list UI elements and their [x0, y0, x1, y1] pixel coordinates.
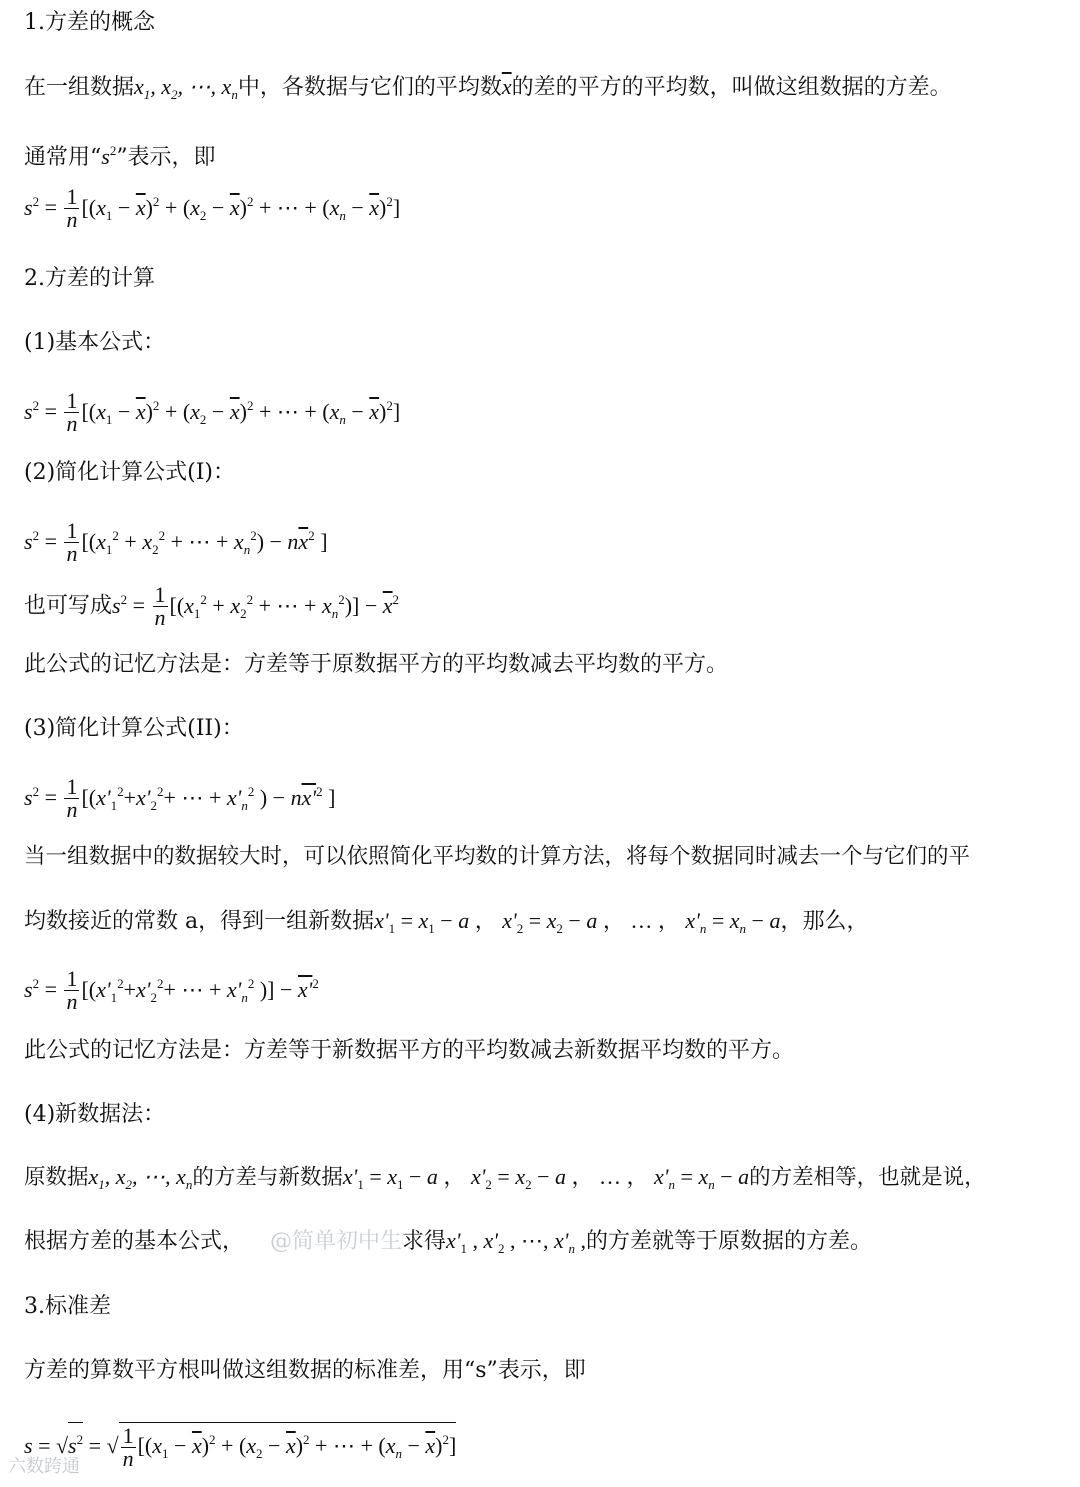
watermark-inline: @简单初中生 — [270, 1229, 403, 1254]
section3-definition: 方差的算数平方根叫做这组数据的标准差，用“s”表示，即 — [24, 1358, 586, 1383]
variance-formula-3: $s^2$ = $\frac{1}{n}$ [($x_1^2 + x_2^2$ + ⋯ + $x_n^2) - n\overline{x}^2$ ] — [24, 518, 328, 566]
variance-formula-4: 也可写成$s^2$ = $\frac{1}{n}$ [($x_1^2 + x_2^2$ + ⋯ + $x_n^2)] - \overline{x}^2$ — [24, 582, 400, 630]
large-data-text-2: 均数接近的常数 a，得到一组新数据$x'_1 = x_1 - a$ ， $x'_2 = x_2 - a$ ， … ， $x'_n = x_n - a$，那么， — [24, 908, 869, 936]
corner-watermark: 六数跨通 — [8, 1456, 80, 1477]
simplified-formula-1-label: (2)简化计算公式(I)： — [24, 460, 236, 485]
variance-formula-2: $s^2$ = $\frac{1}{n}$ [$(x_1 - \overline{x})^2 + (x_2 - \overline{x})^2$ + ⋯ + $(x_n - \overline{x})^2$] — [24, 388, 401, 436]
basic-formula-label: (1)基本公式： — [24, 330, 166, 355]
memory-tip-2: 此公式的记忆方法是：方差等于新数据平方的平均数减去新数据平均数的平方。 — [24, 1038, 795, 1063]
new-data-text-1: 原数据$x_1$, $x_2$, ⋯, $x_n$的方差与新数据$x'_1 = x_1 - a$ ， $x'_2 = x_2 - a$ ， … ， $x'_n = x_n - a$的方差相等，也就是说， — [24, 1164, 986, 1192]
large-data-text-1: 当一组数据中的数据较大时，可以依照简化平均数的计算方法，将每个数据同时减去一个与它们的平 — [24, 844, 971, 869]
section3-heading: 3.标准差 — [24, 1294, 111, 1319]
simplified-formula-2-label: (3)简化计算公式(II)： — [24, 716, 244, 741]
memory-tip-1: 此公式的记忆方法是：方差等于原数据平方的平均数减去平均数的平方。 — [24, 652, 729, 677]
section1-heading: 1.方差的概念 — [24, 10, 155, 35]
new-data-method-label: (4)新数据法： — [24, 1102, 166, 1127]
section2-heading: 2.方差的计算 — [24, 266, 155, 291]
variance-formula-5: $s^2$ = $\frac{1}{n}$ [($x'_1^2+x'_2^2+$ ⋯ + $x'_n^2$ ) − $nx'^2$ ] — [24, 774, 336, 822]
section1-definition: 在一组数据$x_1$, $x_2$, ⋯, $x_n$中，各数据与它们的平均数$\overline{x}$的差的平方的平均数，叫做这组数据的方差。 — [24, 74, 952, 102]
variance-formula-6: $s^2$ = $\frac{1}{n}$ [($x'_1^2+x'_2^2+$ ⋯ + $x'_n^2$ )] − $x'^2$ — [24, 966, 319, 1014]
std-dev-formula: $s = √s^2$ = √ $\frac{1}{n}$ [$(x_1 - \overline{x})^2 + (x_2 - \overline{x})^2$ + ⋯ + $(x_n - \overline{x})^2$] — [24, 1423, 457, 1472]
new-data-text-2: 根据方差的基本公式， @简单初中生求得$x'_1$ , $x'_2$ , ⋯, $x'_n$ ,的方差就等于原数据的方差。 — [24, 1228, 873, 1256]
variance-formula-1: $s^2$ = $\frac{1}{n}$ [$(x_1 - \overline{x})^2 + (x_2 - \overline{x})^2$ + ⋯ + $(x_n - \overline{x})^2$] — [24, 184, 401, 232]
section1-usual: 通常用“$s^2$”表示，即 — [24, 143, 216, 170]
